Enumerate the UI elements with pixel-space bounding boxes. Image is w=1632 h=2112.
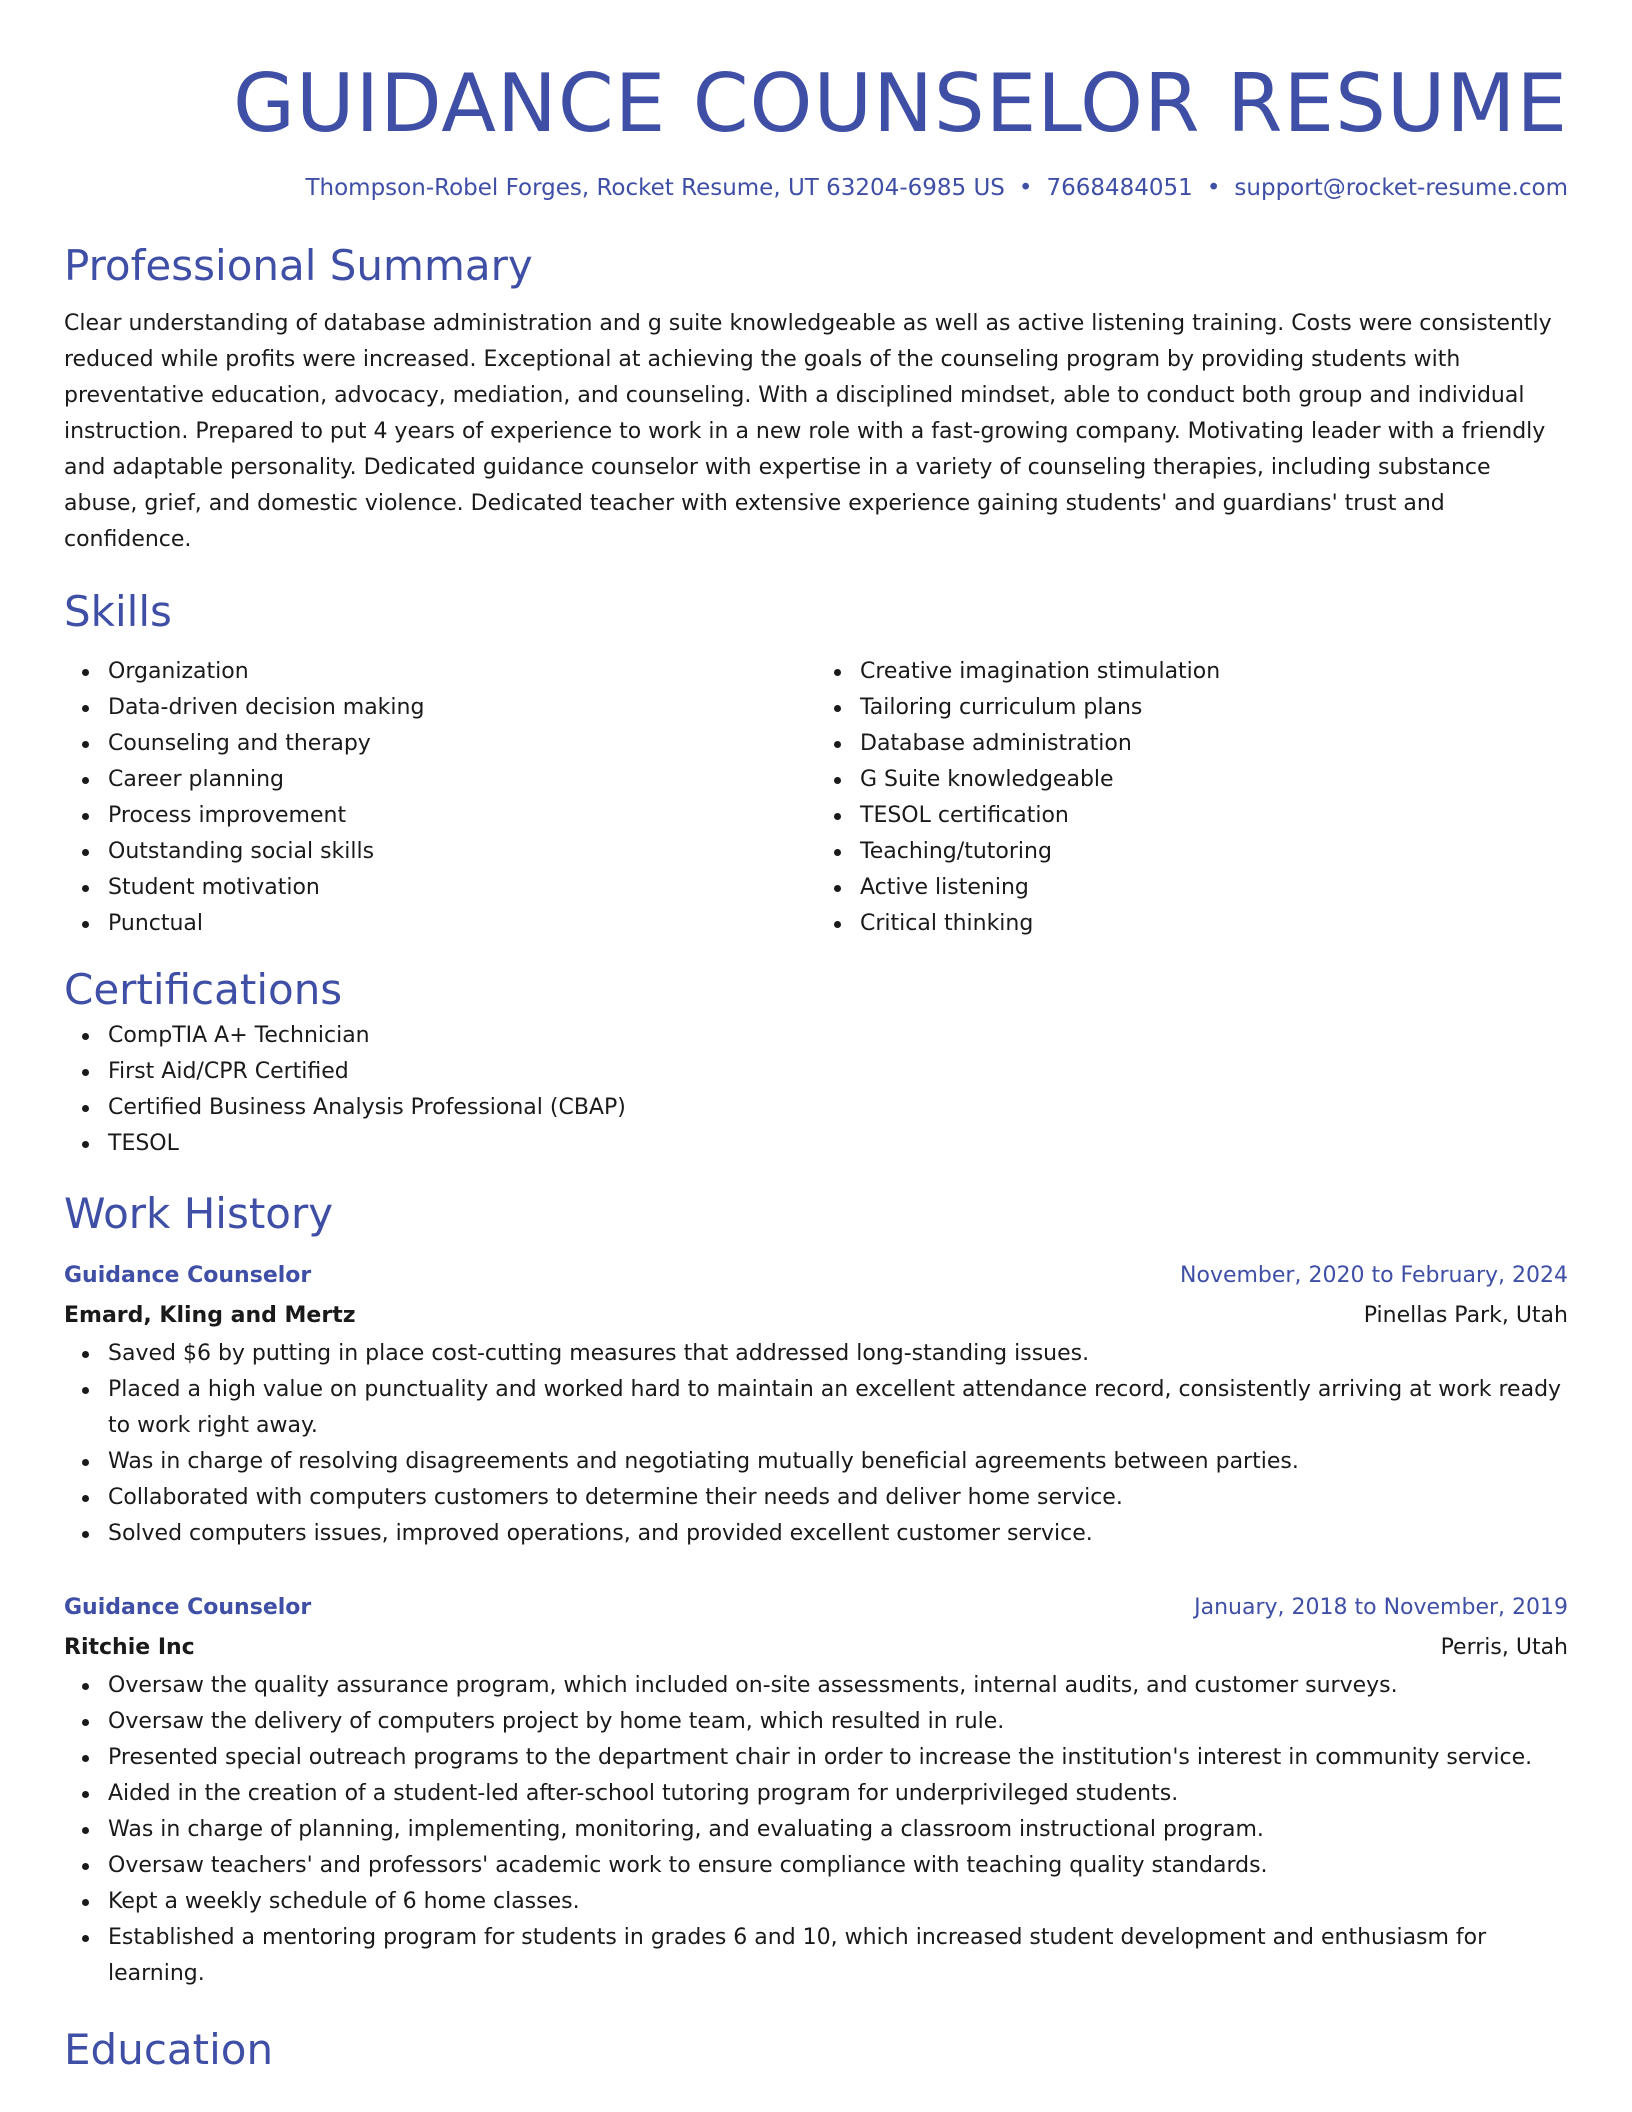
skill-item: Process improvement (108, 798, 816, 834)
job-duty: Oversaw the delivery of computers project by home team, which resulted in rule. (108, 1704, 1568, 1740)
skills-list-right (816, 654, 1568, 942)
job-duty: Presented special outreach programs to the department chair in order to increase the institution's interest in community service. (108, 1740, 1568, 1776)
summary-section (64, 238, 1568, 558)
skill-item: Tailoring curriculum plans (860, 690, 1568, 726)
job-duty: Oversaw the quality assurance program, which included on-site assessments, internal audits, and customer surveys. (108, 1668, 1568, 1704)
education-heading: Education (64, 2025, 274, 2074)
skill-item: TESOL certification (860, 798, 1568, 834)
skill-item: Career planning (108, 762, 816, 798)
job-duty: Was in charge of planning, implementing, monitoring, and evaluating a classroom instructional program. (108, 1812, 1568, 1848)
skills-grid (64, 654, 1568, 942)
skill-item: Database administration (860, 726, 1568, 762)
job-duties-list (64, 1336, 1568, 1552)
job-duty: Oversaw teachers' and professors' academic work to ensure compliance with teaching quality standards. (108, 1848, 1568, 1884)
certification-item: CompTIA A+ Technician (108, 1018, 1568, 1054)
job-duty: Solved computers issues, improved operations, and provided excellent customer service. (108, 1516, 1568, 1552)
skill-item: Creative imagination stimulation (860, 654, 1568, 690)
job-duty: Kept a weekly schedule of 6 home classes. (108, 1884, 1568, 1920)
job-duty: Was in charge of resolving disagreements and negotiating mutually beneficial agreements between parties. (108, 1444, 1568, 1480)
skill-item: Outstanding social skills (108, 834, 816, 870)
skills-list-left (64, 654, 816, 942)
job-duty: Established a mentoring program for students in grades 6 and 10, which increased student development and enthusiasm for learning. (108, 1920, 1568, 1992)
certification-item: TESOL (108, 1126, 1568, 1162)
skill-item: Punctual (108, 906, 816, 942)
job-entry (64, 1588, 1568, 1992)
contact-separator: • (1018, 175, 1033, 201)
skill-item: Critical thinking (860, 906, 1568, 942)
summary-heading: Professional Summary (64, 241, 533, 290)
job-title: Guidance Counselor (64, 1595, 312, 1620)
job-location: Perris, Utah (1440, 1635, 1568, 1660)
certification-item: Certified Business Analysis Professional (CBAP) (108, 1090, 1568, 1126)
skills-heading: Skills (64, 587, 172, 636)
skill-item: G Suite knowledgeable (860, 762, 1568, 798)
resume-title: GUIDANCE COUNSELOR RESUME (232, 57, 1568, 150)
job-company: Ritchie Inc (64, 1635, 195, 1660)
work-history-section (64, 1186, 1568, 1992)
skill-item: Student motivation (108, 870, 816, 906)
job-company: Emard, Kling and Mertz (64, 1303, 356, 1328)
job-duty: Saved $6 by putting in place cost-cutting measures that addressed long-standing issues. (108, 1336, 1568, 1372)
contact-phone: 7668484051 (1046, 175, 1193, 201)
certifications-list (64, 1018, 1568, 1162)
skill-item: Counseling and therapy (108, 726, 816, 762)
certifications-section (64, 962, 1568, 1162)
work-history-heading: Work History (64, 1189, 334, 1238)
job-title: Guidance Counselor (64, 1263, 312, 1288)
job-dates: January, 2018 to November, 2019 (1194, 1595, 1568, 1620)
certifications-heading: Certifications (64, 965, 343, 1014)
contact-separator: • (1206, 175, 1221, 201)
education-section (64, 2022, 1568, 2078)
skill-item: Teaching/tutoring (860, 834, 1568, 870)
job-location: Pinellas Park, Utah (1363, 1303, 1568, 1328)
certification-item: First Aid/CPR Certified (108, 1054, 1568, 1090)
contact-address: Thompson-Robel Forges, Rocket Resume, UT 63204-6985 US (305, 175, 1005, 201)
contact-email[interactable]: support@rocket-resume.com (1234, 175, 1568, 201)
skill-item: Active listening (860, 870, 1568, 906)
resume-header (64, 0, 1568, 204)
skills-section (64, 584, 1568, 942)
job-duties-list (64, 1668, 1568, 1992)
job-company-row (64, 1628, 1568, 1668)
job-duty: Placed a high value on punctuality and worked hard to maintain an excellent attendance record, consistently arriving at work ready to work right away. (108, 1372, 1568, 1444)
skill-item: Organization (108, 654, 816, 690)
job-duty: Aided in the creation of a student-led after-school tutoring program for underprivileged students. (108, 1776, 1568, 1812)
job-header-row (64, 1256, 1568, 1296)
job-duty: Collaborated with computers customers to determine their needs and deliver home service. (108, 1480, 1568, 1516)
summary-text: Clear understanding of database administration and g suite knowledgeable as well as active listening training. Costs were consistently reduced while profits were increased. Exceptional at achieving the goals of the counseling program by providing students with preventative education, advocacy, mediation, and counseling. With a disciplined mindset, able to conduct both group and individual instruction. Prepared to put 4 years of experience to work in a new role with a fast-growing company. Motivating leader with a friendly and adaptable personality. Dedicated guidance counselor with expertise in a variety of counseling therapies, including substance abuse, grief, and domestic violence. Dedicated teacher with extensive experience gaining students' and guardians' trust and confidence. (64, 311, 1552, 552)
contact-line (64, 172, 1568, 204)
job-company-row (64, 1296, 1568, 1336)
job-entry (64, 1256, 1568, 1552)
job-dates: November, 2020 to February, 2024 (1180, 1263, 1568, 1288)
skill-item: Data-driven decision making (108, 690, 816, 726)
job-header-row (64, 1588, 1568, 1628)
